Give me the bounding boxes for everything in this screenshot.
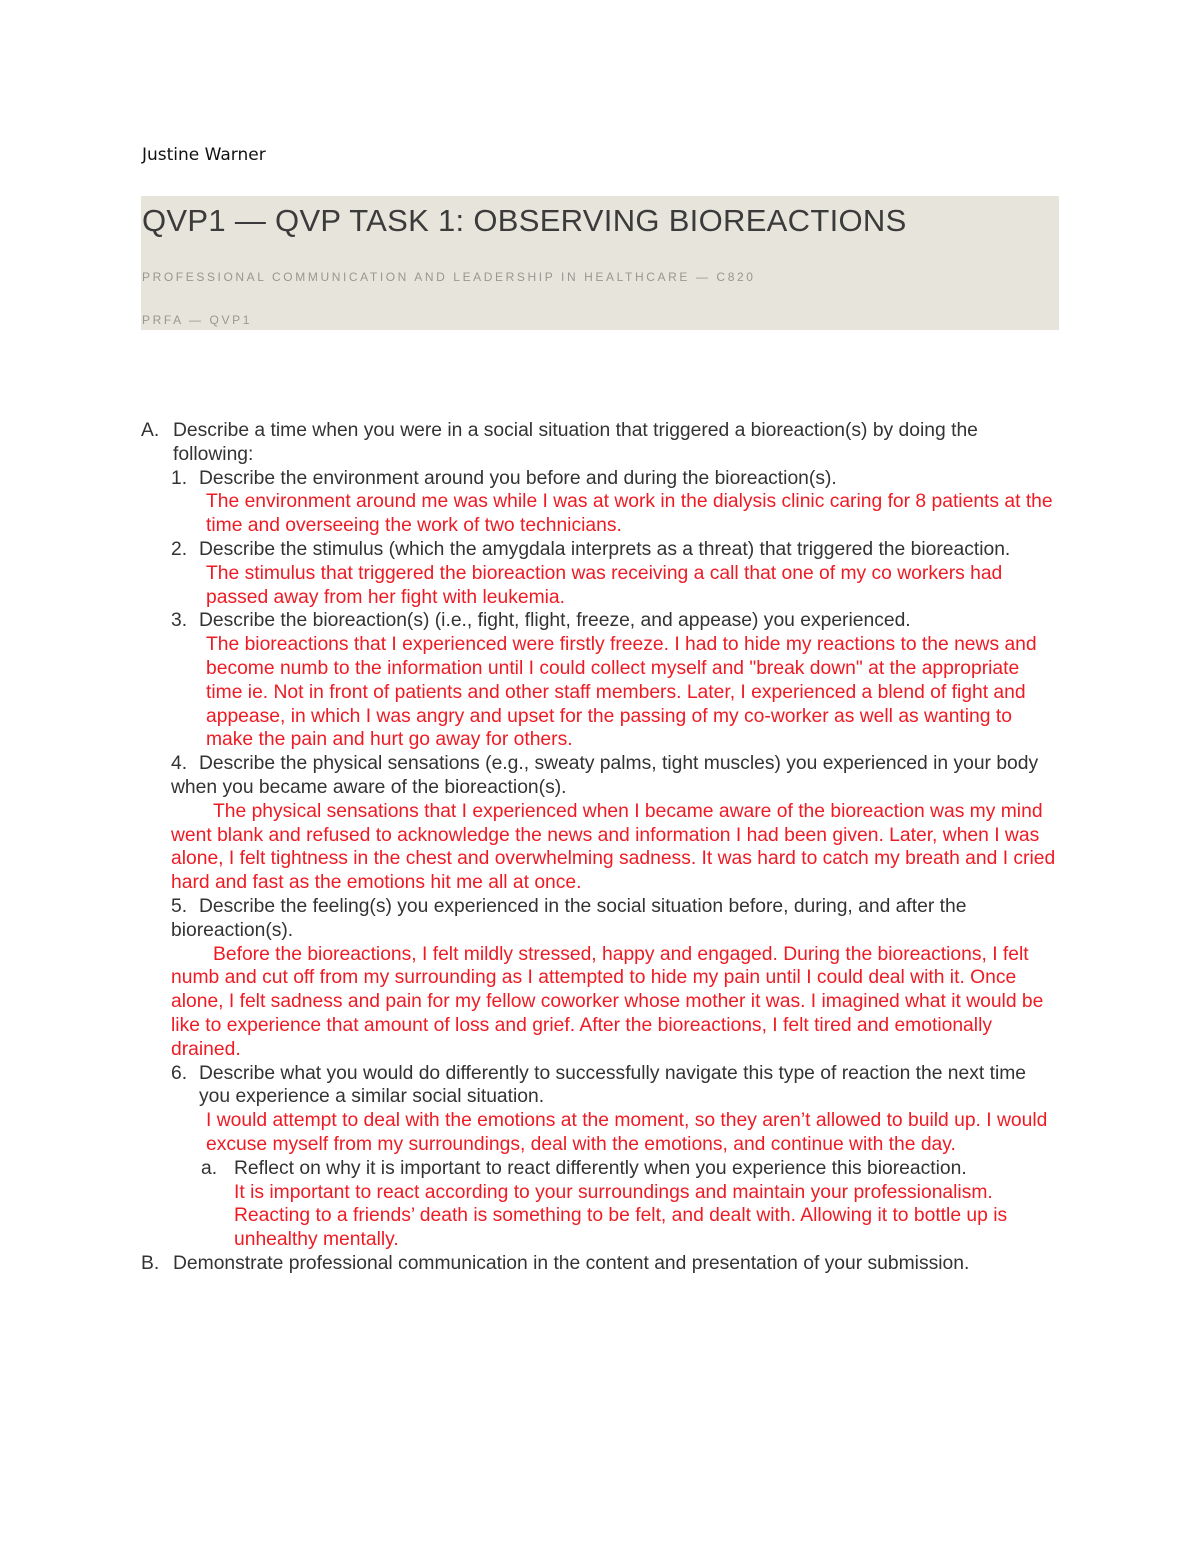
list-item <box>141 467 1061 491</box>
section-b <box>141 1252 1061 1276</box>
item-answer: The environment around me was while I was at work in the dialysis clinic caring for 8 patients at the time and overseeing the work of two technicians. <box>206 491 1053 537</box>
item-answer: The stimulus that triggered the bioreaction was receiving a call that one of my co workers had passed away from her fight with leukemia. <box>206 562 1003 608</box>
section-b-marker: B. <box>141 1252 160 1274</box>
item-prompt-text: Describe the stimulus (which the amygdala interprets as a threat) that triggered the bioreaction. <box>199 538 1011 560</box>
item-marker: 5. <box>171 895 188 917</box>
item-prompt: Describe the physical sensations (e.g., sweaty palms, tight muscles) you experienced in your body when you became aware of the bioreaction(s). <box>171 753 1039 798</box>
item-marker: 6. <box>171 1062 188 1084</box>
sub-list-item <box>141 1157 1061 1181</box>
item-marker: 3. <box>171 610 188 632</box>
item-marker: 1. <box>171 467 188 489</box>
sub-item-prompt: Reflect on why it is important to react differently when you experience this bioreaction. <box>234 1157 967 1179</box>
list-item <box>141 752 1061 800</box>
item-answer: Before the bioreactions, I felt mildly stressed, happy and engaged. During the bioreactions, I felt numb and cut off from my surrounding as I attempted to hide my pain until I could deal with it. Once alone, I felt sadness and pain for my fellow coworker whose mother it was. I imagined what it would be like to experience that amount of loss and grief. After the bioreactions, I felt tired and emotionally drained. <box>171 943 1044 1060</box>
document-title: QVP1 — QVP TASK 1: OBSERVING BIOREACTIONS <box>142 203 907 238</box>
item-answer: I would attempt to deal with the emotions at the moment, so they aren’t allowed to build up. I would excuse myself from my surroundings, deal with the emotions, and continue with the day. <box>206 1110 1048 1155</box>
author-name: Justine Warner <box>142 145 266 165</box>
list-item <box>141 895 1061 943</box>
section-a-prompt: Describe a time when you were in a social situation that triggered a bioreaction(s) by doing the following: <box>173 420 978 465</box>
item-marker: 2. <box>171 538 188 560</box>
item-marker: 4. <box>171 753 188 775</box>
sub-item-answer: It is important to react according to your surroundings and maintain your professionalism. Reacting to a friends’ death is something to be felt, and dealt with. Allowing it to bottle up is unhealthy mentally. <box>234 1181 1008 1251</box>
course-code: PRFA — QVP1 <box>142 313 252 327</box>
item-prompt: Describe the bioreaction(s) (i.e., fight, flight, freeze, and appease) you experienced. <box>199 610 911 632</box>
item-answer: The bioreactions that I experienced were firstly freeze. I had to hide my reactions to the news and become numb to the information until I could collect myself and "break down" at the appropriate time ie. Not in front of patients and other staff members. Later, I experienced a blend of fight and appease, in which I was angry and upset for the passing of my co-worker as well as wanting to make the pain and hurt go away for others. <box>206 634 1037 751</box>
list-item <box>141 1062 1061 1110</box>
sub-item-marker: a. <box>201 1157 218 1179</box>
item-prompt: Describe the feeling(s) you experienced in the social situation before, during, and after the bioreaction(s). <box>171 895 967 941</box>
course-subtitle: PROFESSIONAL COMMUNICATION AND LEADERSHIP IN HEALTHCARE — C820 <box>142 270 756 284</box>
section-a <box>141 419 1061 467</box>
item-prompt: Describe what you would do differently to successfully navigate this type of reaction the next time you experience a similar social situation. <box>199 1062 1027 1108</box>
item-prompt <box>199 538 1061 562</box>
item-answer: The physical sensations that I experienced when I became aware of the bioreaction was my mind went blank and refused to acknowledge the news and information I had been given. Later, when I was alone, I felt tightness in the chest and overwhelming sadness. It was hard to catch my breath and I cried hard and fast as the emotions hit me all at once. <box>171 800 1056 894</box>
section-a-marker: A. <box>141 420 160 441</box>
title-banner <box>141 196 1059 330</box>
item-prompt: Describe the environment around you before and during the bioreaction(s). <box>199 467 837 489</box>
document-body <box>141 419 1061 1276</box>
list-item <box>141 538 1061 562</box>
list-item <box>141 609 1061 633</box>
section-b-prompt: Demonstrate professional communication in the content and presentation of your submission. <box>173 1252 970 1274</box>
